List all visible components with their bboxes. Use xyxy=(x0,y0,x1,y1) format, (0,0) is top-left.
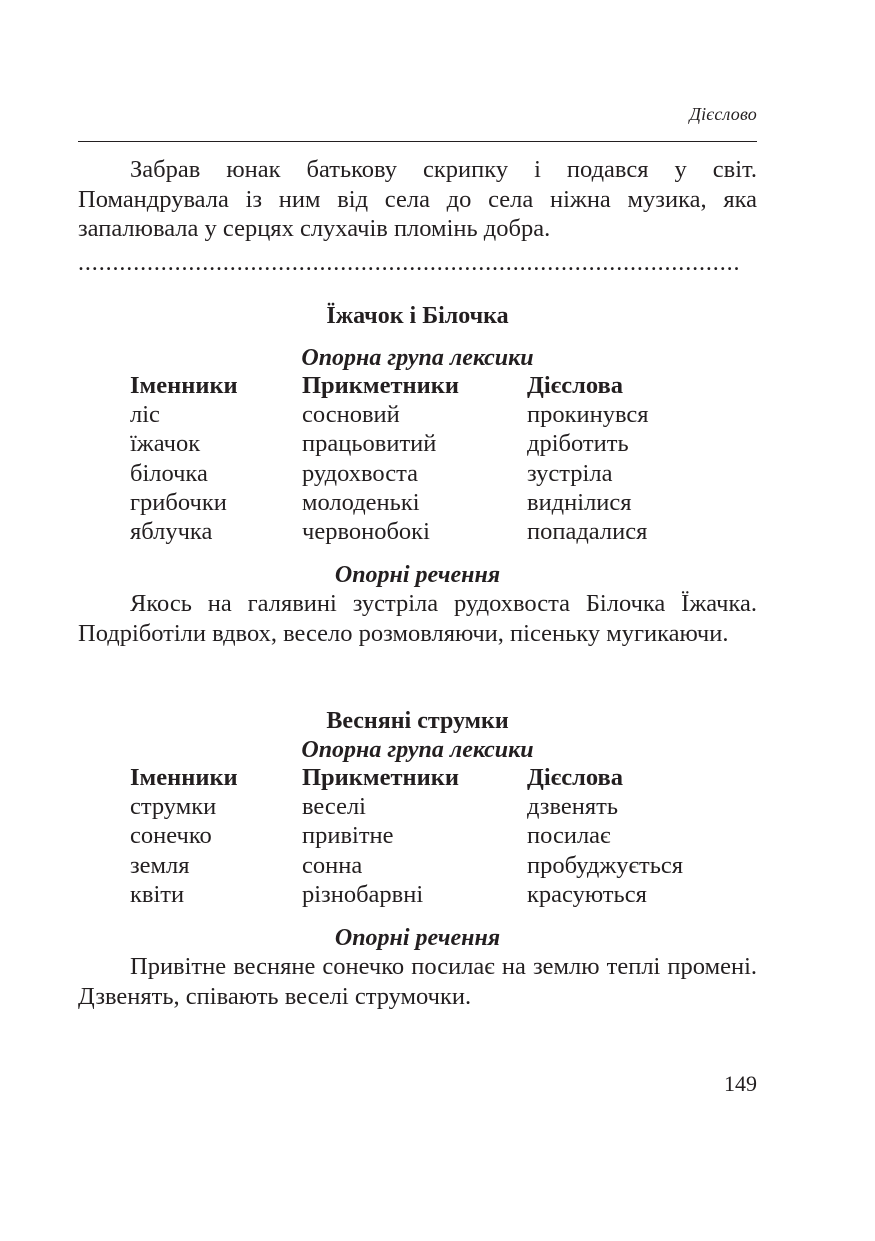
header-rule xyxy=(78,141,757,142)
sentences-paragraph: Якось на галявині зустріла рудохвоста Білочка Їжачка. Подріботіли вдвох, весело розмовляючи, пісеньку мугикаючи. xyxy=(78,590,757,647)
intro-paragraph: Забрав юнак батькову скрипку і подався у світ. Помандрувала із ним від села до села ніжна музика, яка запалювала у серцях слухачів пломінь добра. xyxy=(78,156,757,242)
noun: квіти xyxy=(130,880,185,908)
noun: ліс xyxy=(130,400,160,428)
adjective: молоденькі xyxy=(302,488,420,516)
adjective: сонна xyxy=(302,851,363,879)
verb: посилає xyxy=(527,822,611,850)
verb: пробуджується xyxy=(527,851,684,879)
vocabulary-row xyxy=(130,488,750,517)
vocabulary-header-row xyxy=(130,371,750,400)
verb: прокинувся xyxy=(527,400,649,428)
noun: земля xyxy=(130,851,190,879)
verb: зустріла xyxy=(527,459,613,487)
column-header-nouns: Іменники xyxy=(130,371,238,399)
adjective: сосновий xyxy=(302,400,400,428)
noun: яблучка xyxy=(130,518,213,546)
running-head: Дієслово xyxy=(689,104,757,124)
lexicon-heading: Опорна група лексики xyxy=(301,737,534,763)
vocabulary-row xyxy=(130,400,750,429)
sentences-paragraph: Привітне весняне сонечко посилає на землю теплі промені. Дзвенять, співають веселі струмочки. xyxy=(78,953,757,1010)
dotted-line: ................................................................................................ xyxy=(78,252,741,274)
verb: виднілися xyxy=(527,488,632,516)
verb: дріботить xyxy=(527,430,629,458)
column-header-verbs: Дієслова xyxy=(527,763,623,791)
verb: попадалися xyxy=(527,518,648,546)
adjective: різнобарвні xyxy=(302,880,424,908)
vocabulary-table xyxy=(130,763,750,909)
column-header-adjectives: Прикметники xyxy=(302,763,459,791)
column-header-adjectives: Прикметники xyxy=(302,371,459,399)
noun: білочка xyxy=(130,459,208,487)
noun: їжачок xyxy=(130,430,201,458)
vocabulary-row xyxy=(130,459,750,488)
lexicon-heading: Опорна група лексики xyxy=(301,345,534,371)
noun: сонечко xyxy=(130,822,212,850)
verb: дзвенять xyxy=(527,792,619,820)
sentences-heading: Опорні речення xyxy=(334,925,501,951)
noun: грибочки xyxy=(130,488,227,516)
section-title: Весняні струмки xyxy=(326,708,509,734)
vocabulary-row xyxy=(130,430,750,459)
vocabulary-row xyxy=(130,792,750,821)
vocabulary-row xyxy=(130,822,750,851)
vocabulary-row xyxy=(130,517,750,546)
column-header-verbs: Дієслова xyxy=(527,371,623,399)
adjective: червонобокі xyxy=(302,518,430,546)
column-header-nouns: Іменники xyxy=(130,763,238,791)
noun: струмки xyxy=(130,792,217,820)
adjective: працьовитий xyxy=(302,430,437,458)
adjective: привітне xyxy=(302,822,394,850)
page-number: 149 xyxy=(724,1071,757,1096)
adjective: веселі xyxy=(302,792,366,820)
vocabulary-row xyxy=(130,851,750,880)
vocabulary-row xyxy=(130,880,750,909)
adjective: рудохвоста xyxy=(302,459,419,487)
section-title: Їжачок і Білочка xyxy=(326,303,509,329)
sentences-heading: Опорні речення xyxy=(334,562,501,588)
verb: красуються xyxy=(527,880,647,908)
vocabulary-header-row xyxy=(130,763,750,792)
vocabulary-table xyxy=(130,371,750,547)
